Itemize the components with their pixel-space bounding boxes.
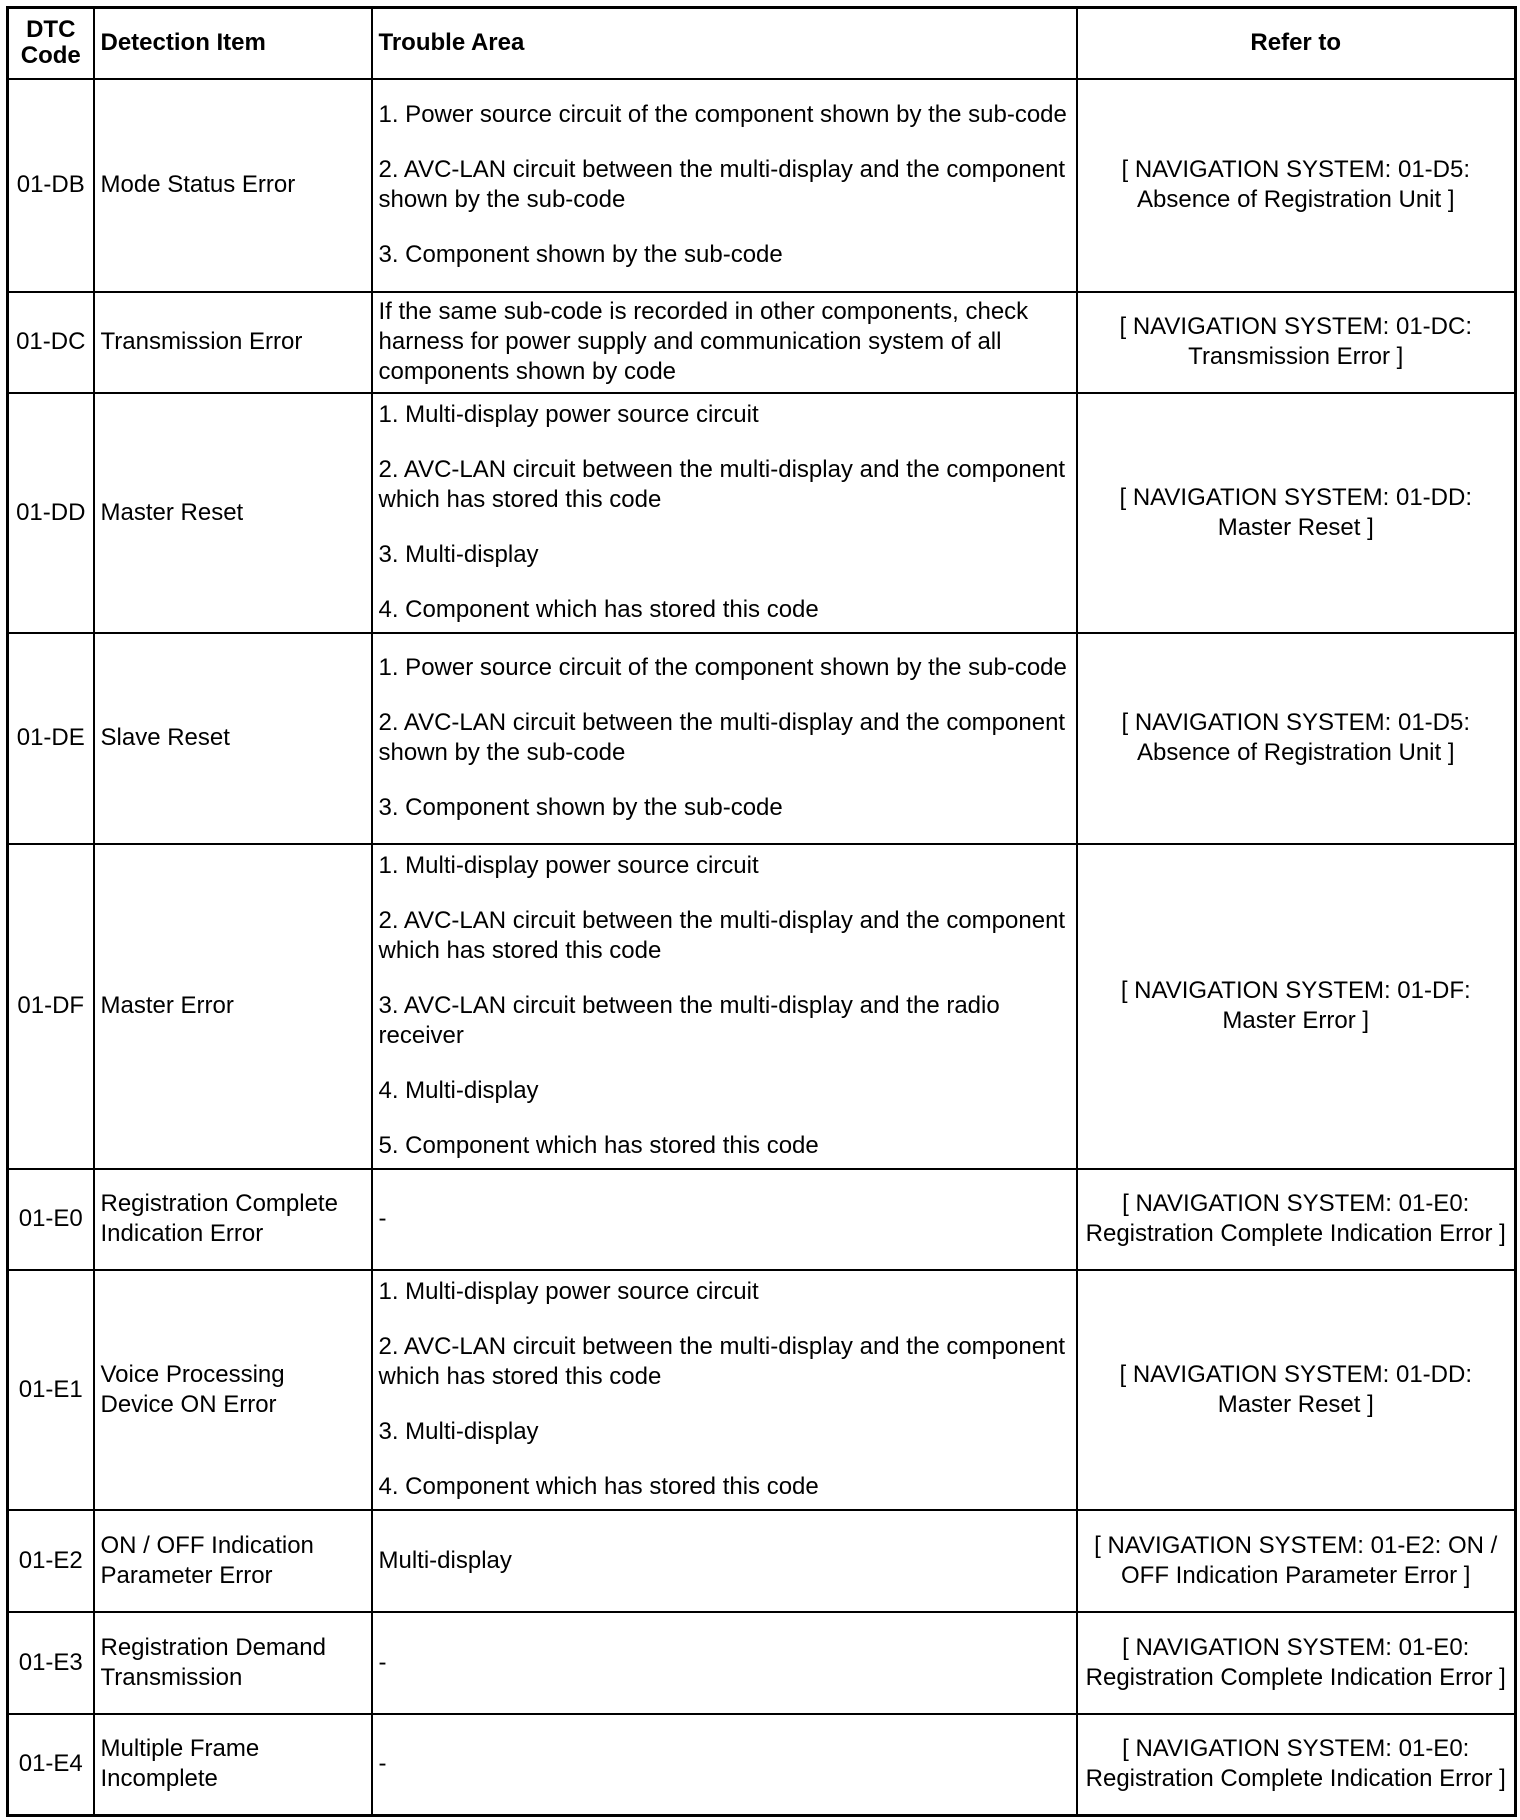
- trouble-line: -: [378, 1648, 387, 1676]
- refer-to-link[interactable]: [ NAVIGATION SYSTEM: 01-E0: Registration Complete Indication Error ]: [1077, 1612, 1516, 1714]
- table-row: [8, 1612, 1516, 1714]
- detection-item: Mode Status Error: [94, 79, 372, 292]
- trouble-line: -: [378, 1205, 387, 1232]
- trouble-line: 4. Multi-display: [378, 1077, 539, 1104]
- header-dtc-code: DTC Code: [8, 8, 94, 79]
- dtc-code: 01-E2: [8, 1510, 94, 1612]
- trouble-line: Multi-display: [378, 1546, 512, 1574]
- table-row: [8, 292, 1516, 393]
- table-row: [8, 1510, 1516, 1612]
- trouble-area: [372, 633, 1077, 844]
- dtc-code: 01-E1: [8, 1270, 94, 1510]
- trouble-line: 1. Power source circuit of the component shown by the sub-code: [378, 654, 1067, 681]
- refer-to-link[interactable]: [ NAVIGATION SYSTEM: 01-E0: Registration Complete Indication Error ]: [1077, 1714, 1516, 1816]
- refer-to-link[interactable]: [ NAVIGATION SYSTEM: 01-D5: Absence of Registration Unit ]: [1077, 633, 1516, 844]
- trouble-line: 3. Multi-display: [378, 541, 539, 568]
- refer-to-link[interactable]: [ NAVIGATION SYSTEM: 01-E0: Registration Complete Indication Error ]: [1077, 1169, 1516, 1270]
- table-row: [8, 1714, 1516, 1816]
- trouble-line: 5. Component which has stored this code: [378, 1132, 819, 1159]
- dtc-code: 01-DB: [8, 79, 94, 292]
- trouble-area: [372, 1612, 1077, 1714]
- refer-to-link[interactable]: [ NAVIGATION SYSTEM: 01-D5: Absence of Registration Unit ]: [1077, 79, 1516, 292]
- trouble-line: -: [378, 1750, 387, 1778]
- trouble-line: 2. AVC-LAN circuit between the multi-display and the component which has stored this code: [378, 907, 1066, 964]
- trouble-line: 1. Power source circuit of the component shown by the sub-code: [378, 101, 1067, 128]
- trouble-area: [372, 1169, 1077, 1270]
- trouble-line: 1. Multi-display power source circuit: [378, 852, 759, 879]
- trouble-area: [372, 844, 1077, 1169]
- trouble-line: 1. Multi-display power source circuit: [378, 1278, 759, 1305]
- refer-to-link[interactable]: [ NAVIGATION SYSTEM: 01-E2: ON / OFF Indication Parameter Error ]: [1077, 1510, 1516, 1612]
- trouble-line: 3. AVC-LAN circuit between the multi-display and the radio receiver: [378, 992, 1000, 1049]
- trouble-area: [372, 1270, 1077, 1510]
- detection-item: Master Reset: [94, 393, 372, 633]
- detection-item: Voice Processing Device ON Error: [94, 1270, 372, 1510]
- trouble-area: [372, 1510, 1077, 1612]
- table-row: [8, 844, 1516, 1169]
- refer-to-link[interactable]: [ NAVIGATION SYSTEM: 01-DD: Master Reset ]: [1077, 1270, 1516, 1510]
- trouble-line: 3. Component shown by the sub-code: [378, 241, 783, 268]
- header-trouble-area: Trouble Area: [372, 8, 1077, 79]
- detection-item: Transmission Error: [94, 292, 372, 393]
- dtc-code: 01-E4: [8, 1714, 94, 1816]
- trouble-area: [372, 393, 1077, 633]
- detection-item: Multiple Frame Incomplete: [94, 1714, 372, 1816]
- table-row: [8, 633, 1516, 844]
- detection-item: ON / OFF Indication Parameter Error: [94, 1510, 372, 1612]
- dtc-table: [6, 6, 1517, 1817]
- dtc-code: 01-DF: [8, 844, 94, 1169]
- trouble-line: 2. AVC-LAN circuit between the multi-display and the component shown by the sub-code: [378, 709, 1066, 766]
- trouble-line: 4. Component which has stored this code: [378, 596, 819, 623]
- detection-item: Slave Reset: [94, 633, 372, 844]
- dtc-code: 01-DD: [8, 393, 94, 633]
- table-row: [8, 1169, 1516, 1270]
- trouble-area: [372, 292, 1077, 393]
- trouble-line: 4. Component which has stored this code: [378, 1473, 819, 1500]
- detection-item: Master Error: [94, 844, 372, 1169]
- header-refer-to: Refer to: [1077, 8, 1516, 79]
- trouble-line: 3. Component shown by the sub-code: [378, 794, 783, 821]
- header-detection-item: Detection Item: [94, 8, 372, 79]
- trouble-line: 2. AVC-LAN circuit between the multi-display and the component which has stored this code: [378, 1333, 1066, 1390]
- detection-item: Registration Demand Transmission: [94, 1612, 372, 1714]
- table-row: [8, 79, 1516, 292]
- trouble-area: [372, 79, 1077, 292]
- dtc-code: 01-E0: [8, 1169, 94, 1270]
- trouble-line: 2. AVC-LAN circuit between the multi-display and the component shown by the sub-code: [378, 156, 1066, 213]
- trouble-line: 1. Multi-display power source circuit: [378, 401, 759, 428]
- trouble-line: 3. Multi-display: [378, 1418, 539, 1445]
- trouble-line: 2. AVC-LAN circuit between the multi-display and the component which has stored this code: [378, 456, 1066, 513]
- dtc-code: 01-DC: [8, 292, 94, 393]
- trouble-area: [372, 1714, 1077, 1816]
- detection-item: Registration Complete Indication Error: [94, 1169, 372, 1270]
- table-row: [8, 1270, 1516, 1510]
- trouble-line: If the same sub-code is recorded in other components, check harness for power supply and communication system of all components shown by code: [378, 298, 1029, 385]
- table-row: [8, 393, 1516, 633]
- refer-to-link[interactable]: [ NAVIGATION SYSTEM: 01-DC: Transmission Error ]: [1077, 292, 1516, 393]
- dtc-code: 01-E3: [8, 1612, 94, 1714]
- refer-to-link[interactable]: [ NAVIGATION SYSTEM: 01-DD: Master Reset ]: [1077, 393, 1516, 633]
- header-row: [8, 8, 1516, 79]
- refer-to-link[interactable]: [ NAVIGATION SYSTEM: 01-DF: Master Error ]: [1077, 844, 1516, 1169]
- dtc-code: 01-DE: [8, 633, 94, 844]
